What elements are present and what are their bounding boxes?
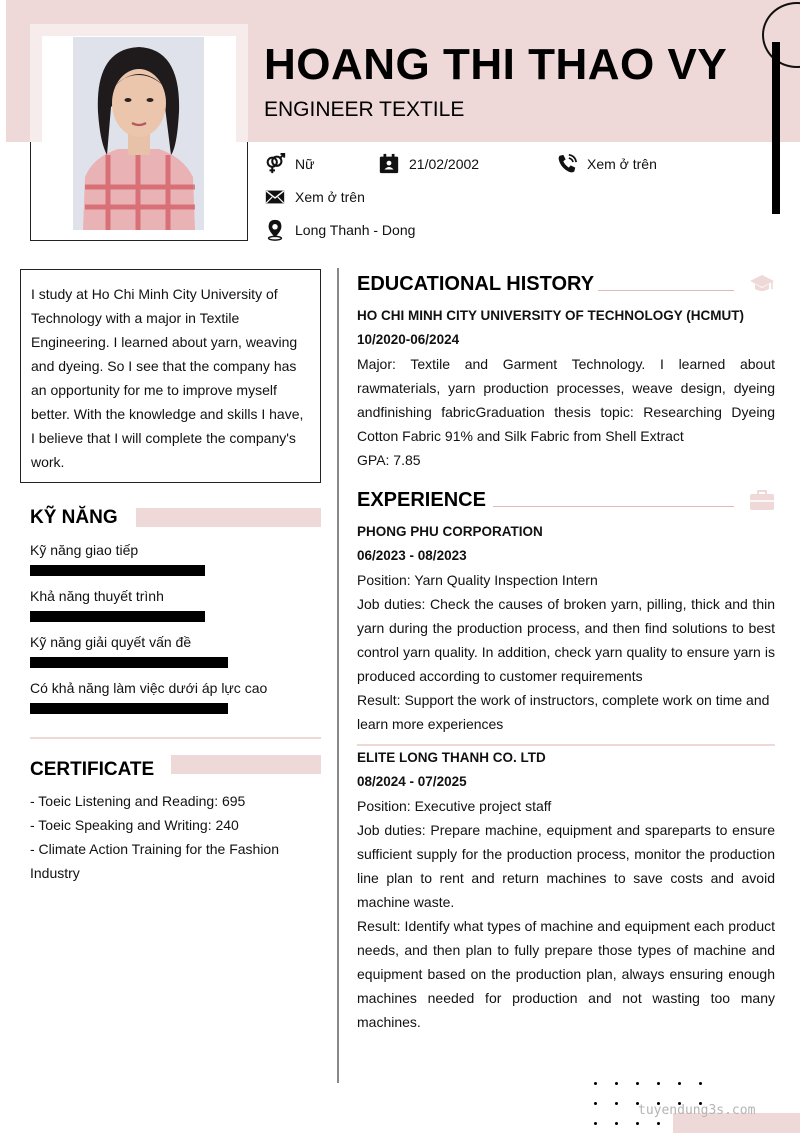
job-duties: Job duties: Prepare machine, equipment and spareparts to ensure sufficient supply for the production process, monitor the production line plan to rent and return machines to save costs and avoid machine waste. [357,822,775,910]
profile-photo [73,37,204,230]
decorative-dot [615,1082,618,1085]
decorative-bar [772,42,780,214]
skills-title-bar [136,508,321,527]
skill-label: Có khả năng làm việc dưới áp lực cao [30,680,268,696]
birthdate-value: 21/02/2002 [409,156,480,172]
contact-phone [556,153,657,175]
candidate-name: HOANG THI THAO VY [264,40,728,89]
experience-title: EXPERIENCE [357,489,486,511]
job-period: 06/2023 - 08/2023 [357,548,467,563]
location-pin-icon [264,219,286,241]
decorative-dot [657,1122,660,1125]
certificate-item: - Climate Action Training for the Fashion Industry [30,841,280,881]
calendar-id-icon [378,153,400,175]
mail-icon [264,186,286,208]
certificate-list [30,789,310,885]
job-position: Position: Executive project staff [357,798,552,814]
skill-bar [30,565,205,576]
education-description: Major: Textile and Garment Technology. I learned about rawmaterials, yarn production processes, weave design, dyeing andfinishing fabricGraduation thesis topic: Researching Dyeing Cotton Fabric 91% and Silk Fabric from Shell Extract [357,356,775,444]
about-me-text: I study at Ho Chi Minh City University of Technology with a major in Textile Engineering. I learned about yarn, weaving and dyeing. So I see that the company has an opportunity for me to improve myself better. With the knowledge and skills I have, I believe that I will complete the company's work. [31,286,304,470]
graduation-cap-icon [749,274,775,294]
skills-title: KỸ NĂNG [30,507,118,528]
job-company: ELITE LONG THANH CO. LTD [357,750,546,765]
decorative-dot [594,1122,597,1125]
about-me-box [20,269,321,483]
gender-value: Nữ [295,156,315,172]
decorative-dot [594,1102,597,1105]
decorative-dot [615,1102,618,1105]
decorative-dot [636,1082,639,1085]
skill-label: Kỹ năng giao tiếp [30,542,139,558]
skill-bar [30,657,228,668]
phone-value: Xem ở trên [587,156,657,172]
certificate-item: - Toeic Speaking and Writing: 240 [30,817,239,833]
contact-gender [264,153,314,175]
gender-icon [264,153,286,175]
skill-label: Khả năng thuyết trình [30,588,164,604]
contact-birthdate [378,153,479,175]
decorative-dot [594,1082,597,1085]
contact-email [264,186,365,208]
decorative-dot [636,1122,639,1125]
education-period: 10/2020-06/2024 [357,332,460,347]
email-value: Xem ở trên [295,189,365,205]
job-result: Result: Identify what types of machine and equipment each product needs, and then plan to fully prepare those types of machine and equipment based on the production plan, always ensuring enough machines needed for production and not wasting too many machines. [357,918,775,1030]
column-divider [337,268,339,1083]
skills-divider [30,737,321,739]
decorative-dot [657,1082,660,1085]
job-period: 08/2024 - 07/2025 [357,774,467,789]
education-title: EDUCATIONAL HISTORY [357,273,595,295]
briefcase-icon [749,489,775,511]
decorative-dot [615,1122,618,1125]
watermark: tuyendung3s.com [638,1103,756,1118]
skill-label: Kỹ năng giải quyết vấn đề [30,634,192,650]
skill-bar [30,703,228,714]
skill-bar [30,611,205,622]
job-duties: Job duties: Check the causes of broken yarn, pilling, thick and thin yarn during the production process, and then find solutions to best control yarn quality. In addition, check yarn quality to ensure yarn is produced according to customer requirements [357,596,775,684]
education-gpa: GPA: 7.85 [357,452,421,468]
job-position: Position: Yarn Quality Inspection Intern [357,572,598,588]
candidate-role: ENGINEER TEXTILE [264,98,465,121]
address-value: Long Thanh - Dong [295,222,416,238]
job-company: PHONG PHU CORPORATION [357,524,543,539]
certificate-item: - Toeic Listening and Reading: 695 [30,793,246,809]
contact-address [264,219,415,241]
decorative-dot [699,1082,702,1085]
job-result: Result: Support the work of instructors, complete work on time and learn more experiences [357,692,770,732]
experience-title-line [493,506,734,507]
certificate-title: CERTIFICATE [30,759,155,780]
education-title-line [598,290,734,291]
decorative-dot [678,1082,681,1085]
education-school: HO CHI MINH CITY UNIVERSITY OF TECHNOLOGY (HCMUT) [357,308,745,323]
certificate-title-bar [171,755,321,774]
phone-icon [556,153,578,175]
